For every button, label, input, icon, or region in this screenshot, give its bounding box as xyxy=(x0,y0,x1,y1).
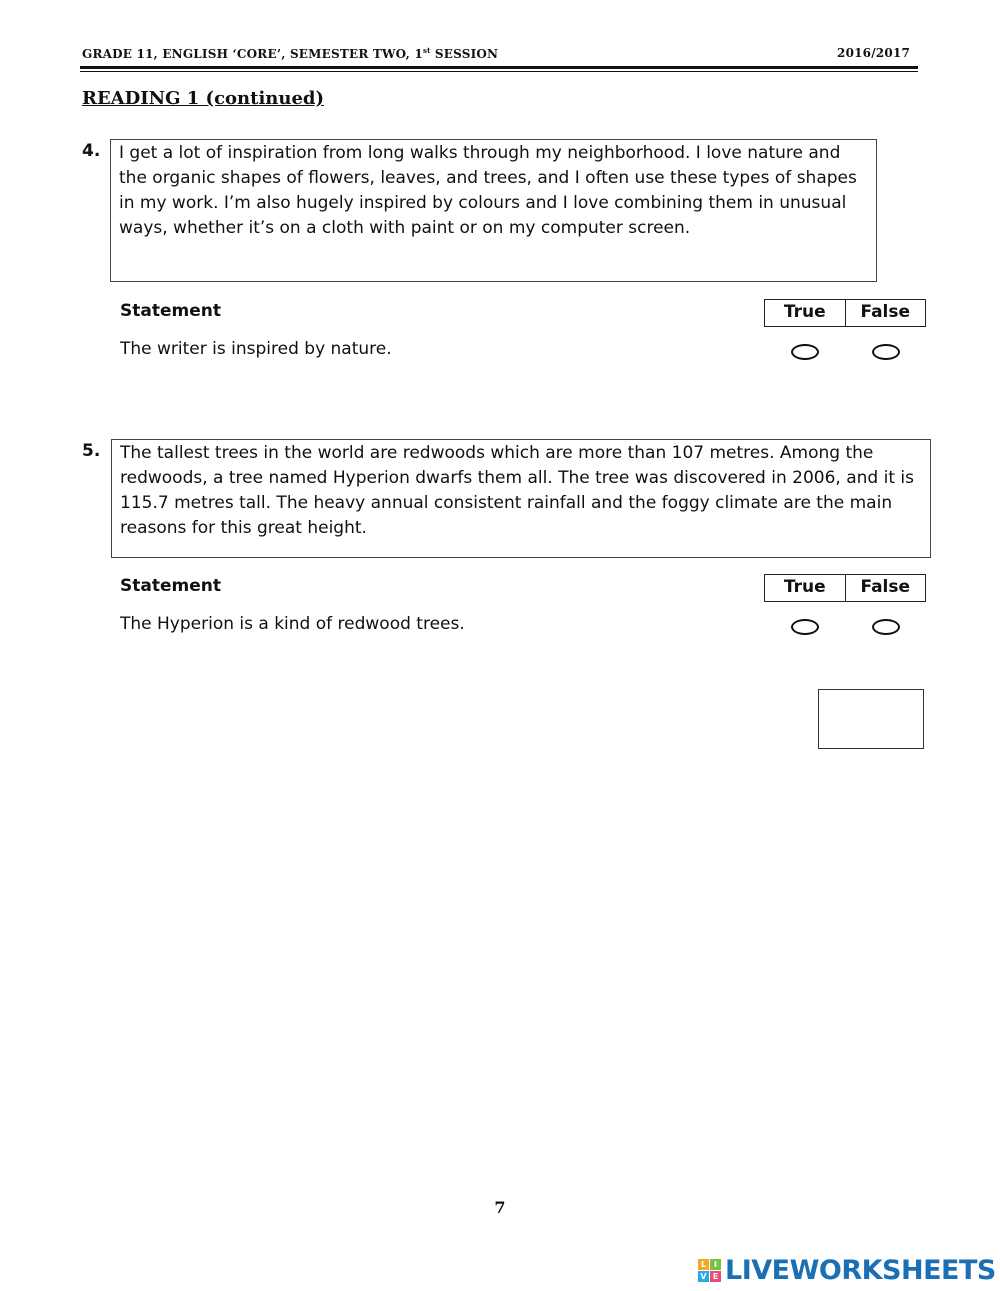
liveworksheets-logo-icon xyxy=(698,1259,721,1282)
question-5-passage: The tallest trees in the world are redwoods which are more than 107 metres. Among the redwoods, a tree named Hyperion dwarfs them all. The tree was discovered in 2006, and it is 115.7 metres tall. The heavy annual consistent rainfall and the foggy climate are the main reasons for this great height. xyxy=(111,439,931,558)
question-4-number: 4. xyxy=(82,141,101,161)
question-4-true-false-header xyxy=(764,299,926,327)
question-5-true-label: True xyxy=(783,577,826,597)
page-header xyxy=(82,46,918,64)
logo-text: LIVEWORKSHEETS xyxy=(725,1254,996,1286)
liveworksheets-logo xyxy=(698,1254,996,1286)
header-course-info: GRADE 11, ENGLISH ‘CORE’, SEMESTER TWO, 1st SESSION xyxy=(82,46,499,61)
question-5-number: 5. xyxy=(82,441,101,461)
header-rule-thin xyxy=(80,71,918,72)
section-title: READING 1 (continued) xyxy=(82,88,325,109)
question-5-statement-header: Statement xyxy=(120,576,221,596)
question-5-true-false-header xyxy=(764,574,926,602)
question-4-statement: The writer is inspired by nature. xyxy=(120,339,392,359)
score-box[interactable] xyxy=(818,689,924,749)
question-5-false-label: False xyxy=(845,575,926,601)
logo-mark-l: L xyxy=(698,1259,709,1270)
header-year: 2016/2017 xyxy=(837,46,910,60)
question-5-true-radio[interactable] xyxy=(791,619,819,635)
question-5-false-radio[interactable] xyxy=(872,619,900,635)
question-4-true-label: True xyxy=(783,302,826,322)
question-4-false-label: False xyxy=(845,300,926,326)
question-4-statement-header: Statement xyxy=(120,301,221,321)
logo-mark-e: E xyxy=(710,1271,721,1282)
question-5-statement: The Hyperion is a kind of redwood trees. xyxy=(120,614,465,634)
logo-mark-i: I xyxy=(710,1259,721,1270)
question-4-false-radio[interactable] xyxy=(872,344,900,360)
logo-mark-v: V xyxy=(698,1271,709,1282)
header-rule-thick xyxy=(80,66,918,69)
page-number: 7 xyxy=(494,1198,506,1217)
question-4-passage: I get a lot of inspiration from long walks through my neighborhood. I love nature and the organic shapes of flowers, leaves, and trees, and I often use these types of shapes in my work. I’m also hugely inspired by colours and I love combining them in unusual ways, whether it’s on a cloth with paint or on my computer screen. xyxy=(110,139,877,282)
question-4-true-radio[interactable] xyxy=(791,344,819,360)
